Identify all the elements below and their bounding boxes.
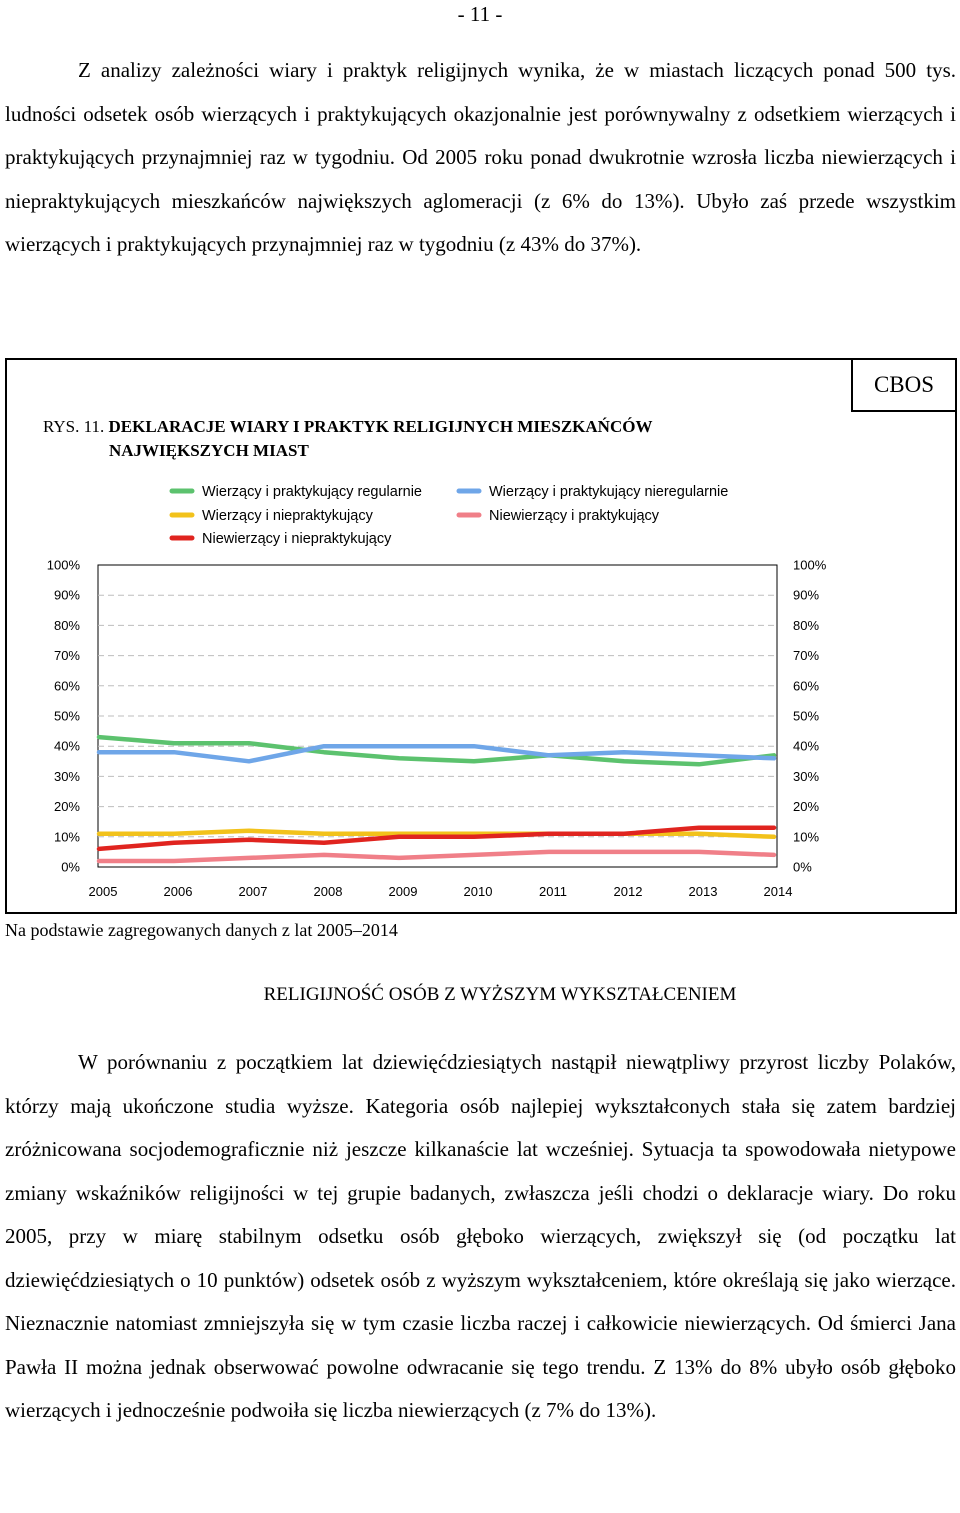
x-tick-label: 2011 xyxy=(539,884,567,899)
y-tick-label-left: 100% xyxy=(46,557,80,573)
figure-box xyxy=(5,358,957,914)
y-tick-label-left: 20% xyxy=(53,799,80,815)
figure-title-line2: NAJWIĘKSZYCH MIAST xyxy=(109,441,309,460)
y-tick-label-right: 10% xyxy=(793,829,820,845)
y-tick-label-left: 40% xyxy=(53,738,80,754)
y-tick-label-right: 50% xyxy=(793,708,820,724)
y-tick-label-left: 50% xyxy=(53,708,80,724)
paragraph-education xyxy=(5,1041,956,1433)
y-tick-label-right: 70% xyxy=(793,648,820,664)
legend-label: Niewierzący i praktykujący xyxy=(489,508,660,524)
legend-label: Wierzący i niepraktykujący xyxy=(202,508,373,524)
y-tick-label-left: 70% xyxy=(53,648,80,664)
y-tick-label-right: 40% xyxy=(793,738,820,754)
x-tick-label: 2009 xyxy=(388,884,418,899)
paragraph-intro-text: Z analizy zależności wiary i praktyk religijnych wynika, że w miastach liczących ponad 500 tys. ludności odsetek osób wierzących i praktykujących okazjonalnie jest porównywalny z odsetkiem wierzących i praktykujących przynajmniej raz w tygodniu. Od 2005 roku ponad dwukrotnie wzrosła liczba niewierzących i niepraktykujących mieszkańców największych aglomeracji (z 6% do 13%). Ubyło zaś przede wszystkim wierzących i praktykujących przynajmniej raz w tygodniu (z 43% do 37%). xyxy=(5,58,956,256)
legend-label: Wierzący i praktykujący nieregularnie xyxy=(489,484,729,500)
page-number: - 11 - xyxy=(457,2,503,26)
y-tick-label-right: 0% xyxy=(793,859,812,875)
x-tick-label: 2006 xyxy=(163,884,193,899)
series-line xyxy=(99,852,774,861)
paragraph-education-text: W porównaniu z początkiem lat dziewięćdziesiątych nastąpił niewątpliwy przyrost liczby Polaków, którzy mają ukończone studia wyższe. Kategoria osób najlepiej wykształconych stała się zatem bardziej zróżnicowana socjodemograficznie niż jeszcze kilkanaście lat wcześniej. Sytuacja ta spowodowała nietypowe zmiany wskaźników religijności w tej grupie badanych, zwłaszcza jeśli chodzi o deklaracje wiary. Do roku 2005, przy w miarę stabilnym odsetku osób głęboko wierzących, zwiększył się (od początku lat dziewięćdziesiątych o 10 punktów) odsetek osób z wyższym wykształceniem, które określają się jako wierzące. Nieznacznie natomiast zmniejszyła się w tym czasie liczba raczej i całkowicie niewierzących. Od śmierci Jana Pawła II można jednak obserwować powolne odwracanie się tego trendu. Z 13% do 8% ubyło osób głęboko wierzących i jednocześnie podwoiła się liczba niewierzących (z 7% do 13%). xyxy=(5,1050,956,1422)
y-tick-label-right: 20% xyxy=(793,799,820,815)
section-heading-wrap xyxy=(0,984,960,1006)
source-badge: CBOS xyxy=(851,358,957,412)
y-tick-label-right: 100% xyxy=(793,557,827,573)
x-tick-label: 2010 xyxy=(463,884,493,899)
y-tick-label-right: 80% xyxy=(793,617,820,633)
series-line xyxy=(99,737,774,764)
y-tick-label-left: 30% xyxy=(53,768,80,784)
x-tick-label: 2007 xyxy=(238,884,268,899)
x-tick-label: 2008 xyxy=(313,884,343,899)
x-tick-label: 2005 xyxy=(88,884,118,899)
y-tick-label-left: 60% xyxy=(53,678,80,694)
x-tick-label: 2014 xyxy=(763,884,793,899)
paragraph-intro xyxy=(5,49,956,267)
y-tick-label-left: 0% xyxy=(61,859,80,875)
y-tick-label-right: 60% xyxy=(793,678,820,694)
figure-note: Na podstawie zagregowanych danych z lat 2005–2014 xyxy=(5,920,398,940)
figure-title-line1: DEKLARACJE WIARY I PRAKTYK RELIGIJNYCH MIESZKAŃCÓW xyxy=(108,417,653,436)
line-chart xyxy=(7,360,955,912)
y-tick-label-right: 30% xyxy=(793,768,820,784)
legend-label: Wierzący i praktykujący regularnie xyxy=(202,484,422,500)
legend-label: Niewierzący i niepraktykujący xyxy=(202,531,392,547)
x-tick-label: 2013 xyxy=(688,884,718,899)
y-tick-label-left: 80% xyxy=(53,617,80,633)
y-tick-label-right: 90% xyxy=(793,587,820,603)
section-heading: RELIGIJNOŚĆ OSÓB Z WYŻSZYM WYKSZTAŁCENIEM xyxy=(263,984,737,1005)
figure-number: RYS. 11. xyxy=(43,417,105,436)
y-tick-label-left: 10% xyxy=(53,829,80,845)
y-tick-label-left: 90% xyxy=(53,587,80,603)
x-tick-label: 2012 xyxy=(613,884,643,899)
